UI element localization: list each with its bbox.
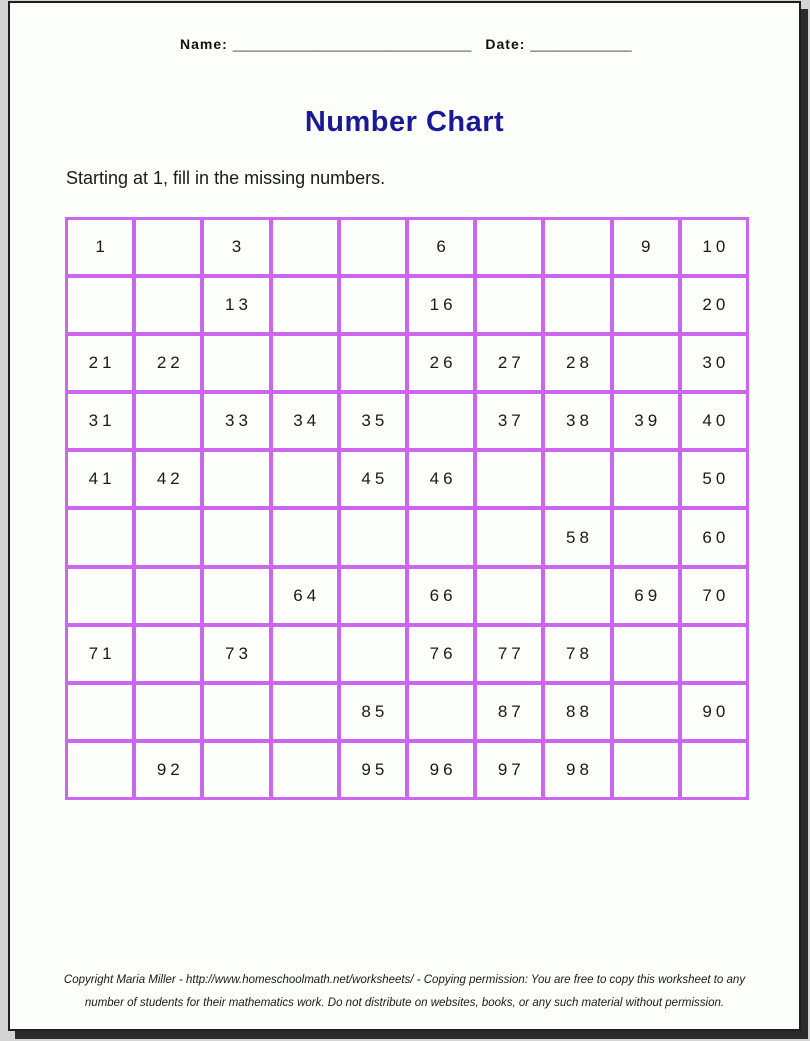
- grid-cell-r9c10: 90: [682, 685, 746, 739]
- grid-cell-r3c9[interactable]: [614, 336, 678, 390]
- copyright-line-2: number of students for their mathematics work. Do not distribute on websites, books, or any such material without permission.: [84, 997, 725, 1009]
- grid-cell-r2c1[interactable]: [68, 278, 132, 332]
- grid-cell-r1c7[interactable]: [477, 220, 541, 274]
- grid-cell-r1c9: 9: [614, 220, 678, 274]
- grid-cell-r4c6[interactable]: [409, 394, 473, 448]
- grid-cell-r5c2: 42: [136, 452, 200, 506]
- grid-cell-r4c8: 38: [545, 394, 609, 448]
- grid-cell-r6c10: 60: [682, 510, 746, 564]
- grid-cell-r8c9[interactable]: [614, 627, 678, 681]
- grid-cell-r4c3: 33: [204, 394, 268, 448]
- date-label: Date:: [485, 36, 526, 52]
- grid-cell-r6c4[interactable]: [273, 510, 337, 564]
- grid-cell-r5c1: 41: [68, 452, 132, 506]
- grid-cell-r2c7[interactable]: [477, 278, 541, 332]
- grid-cell-r3c5[interactable]: [341, 336, 405, 390]
- grid-cell-r8c7: 77: [477, 627, 541, 681]
- grid-cell-r1c2[interactable]: [136, 220, 200, 274]
- number-grid: [65, 217, 749, 800]
- grid-cell-r2c5[interactable]: [341, 278, 405, 332]
- grid-cell-r7c4: 64: [273, 569, 337, 623]
- grid-cell-r5c4[interactable]: [273, 452, 337, 506]
- grid-cell-r1c1: 1: [68, 220, 132, 274]
- grid-cell-r10c9[interactable]: [614, 743, 678, 797]
- grid-cell-r2c2[interactable]: [136, 278, 200, 332]
- grid-cell-r9c7: 87: [477, 685, 541, 739]
- grid-cell-r8c2[interactable]: [136, 627, 200, 681]
- grid-cell-r6c3[interactable]: [204, 510, 268, 564]
- grid-cell-r6c1[interactable]: [68, 510, 132, 564]
- name-fill-line[interactable]: _________________________________: [232, 37, 472, 52]
- grid-cell-r8c10[interactable]: [682, 627, 746, 681]
- instruction-text: Starting at 1, fill in the missing numbers.: [66, 168, 386, 188]
- copyright-footer: [10, 969, 799, 1015]
- name-date-row: [180, 36, 632, 52]
- grid-cell-r1c8[interactable]: [545, 220, 609, 274]
- grid-cell-r3c1: 21: [68, 336, 132, 390]
- grid-cell-r5c6: 46: [409, 452, 473, 506]
- grid-cell-r7c8[interactable]: [545, 569, 609, 623]
- grid-cell-r8c5[interactable]: [341, 627, 405, 681]
- grid-cell-r9c5: 85: [341, 685, 405, 739]
- grid-cell-r1c4[interactable]: [273, 220, 337, 274]
- grid-cell-r5c8[interactable]: [545, 452, 609, 506]
- grid-cell-r2c6: 16: [409, 278, 473, 332]
- grid-cell-r5c5: 45: [341, 452, 405, 506]
- grid-cell-r7c10: 70: [682, 569, 746, 623]
- grid-cell-r7c3[interactable]: [204, 569, 268, 623]
- worksheet-page: [8, 1, 801, 1031]
- grid-cell-r3c4[interactable]: [273, 336, 337, 390]
- grid-cell-r7c7[interactable]: [477, 569, 541, 623]
- grid-cell-r10c8: 98: [545, 743, 609, 797]
- grid-cell-r8c1: 71: [68, 627, 132, 681]
- grid-cell-r9c4[interactable]: [273, 685, 337, 739]
- grid-cell-r9c3[interactable]: [204, 685, 268, 739]
- grid-cell-r3c2: 22: [136, 336, 200, 390]
- grid-cell-r10c4[interactable]: [273, 743, 337, 797]
- grid-cell-r7c2[interactable]: [136, 569, 200, 623]
- grid-cell-r10c1[interactable]: [68, 743, 132, 797]
- grid-cell-r10c7: 97: [477, 743, 541, 797]
- page-title: Number Chart: [304, 106, 505, 138]
- grid-cell-r3c7: 27: [477, 336, 541, 390]
- grid-cell-r10c2: 92: [136, 743, 200, 797]
- grid-cell-r2c4[interactable]: [273, 278, 337, 332]
- grid-cell-r9c1[interactable]: [68, 685, 132, 739]
- grid-cell-r1c6: 6: [409, 220, 473, 274]
- grid-cell-r5c10: 50: [682, 452, 746, 506]
- grid-cell-r3c3[interactable]: [204, 336, 268, 390]
- grid-cell-r3c6: 26: [409, 336, 473, 390]
- grid-cell-r10c6: 96: [409, 743, 473, 797]
- grid-cell-r6c9[interactable]: [614, 510, 678, 564]
- grid-cell-r6c6[interactable]: [409, 510, 473, 564]
- grid-cell-r6c5[interactable]: [341, 510, 405, 564]
- grid-cell-r4c10: 40: [682, 394, 746, 448]
- grid-cell-r9c6[interactable]: [409, 685, 473, 739]
- grid-cell-r10c5: 95: [341, 743, 405, 797]
- grid-cell-r7c5[interactable]: [341, 569, 405, 623]
- grid-cell-r6c2[interactable]: [136, 510, 200, 564]
- grid-cell-r6c7[interactable]: [477, 510, 541, 564]
- name-label: Name:: [180, 36, 228, 52]
- grid-cell-r9c8: 88: [545, 685, 609, 739]
- grid-cell-r8c8: 78: [545, 627, 609, 681]
- grid-cell-r7c6: 66: [409, 569, 473, 623]
- grid-cell-r10c10[interactable]: [682, 743, 746, 797]
- grid-cell-r8c6: 76: [409, 627, 473, 681]
- grid-cell-r8c3: 73: [204, 627, 268, 681]
- date-fill-line[interactable]: ______________: [530, 37, 632, 52]
- grid-cell-r3c8: 28: [545, 336, 609, 390]
- grid-cell-r4c7: 37: [477, 394, 541, 448]
- grid-cell-r1c3: 3: [204, 220, 268, 274]
- grid-cell-r7c1[interactable]: [68, 569, 132, 623]
- grid-cell-r1c5[interactable]: [341, 220, 405, 274]
- grid-cell-r2c8[interactable]: [545, 278, 609, 332]
- grid-cell-r3c10: 30: [682, 336, 746, 390]
- grid-cell-r5c7[interactable]: [477, 452, 541, 506]
- grid-cell-r4c1: 31: [68, 394, 132, 448]
- grid-cell-r4c5: 35: [341, 394, 405, 448]
- grid-cell-r4c4: 34: [273, 394, 337, 448]
- grid-cell-r9c2[interactable]: [136, 685, 200, 739]
- grid-cell-r8c4[interactable]: [273, 627, 337, 681]
- grid-cell-r5c3[interactable]: [204, 452, 268, 506]
- grid-cell-r4c2[interactable]: [136, 394, 200, 448]
- grid-cell-r2c10: 20: [682, 278, 746, 332]
- grid-cell-r7c9: 69: [614, 569, 678, 623]
- grid-cell-r2c3: 13: [204, 278, 268, 332]
- grid-cell-r1c10: 10: [682, 220, 746, 274]
- grid-cell-r9c9[interactable]: [614, 685, 678, 739]
- grid-cell-r2c9[interactable]: [614, 278, 678, 332]
- grid-cell-r6c8: 58: [545, 510, 609, 564]
- grid-cell-r4c9: 39: [614, 394, 678, 448]
- grid-cell-r5c9[interactable]: [614, 452, 678, 506]
- copyright-line-1: Copyright Maria Miller - http://www.homeschoolmath.net/worksheets/ - Copying permission: You are free to copy this worksheet to any: [63, 974, 746, 986]
- grid-cell-r10c3[interactable]: [204, 743, 268, 797]
